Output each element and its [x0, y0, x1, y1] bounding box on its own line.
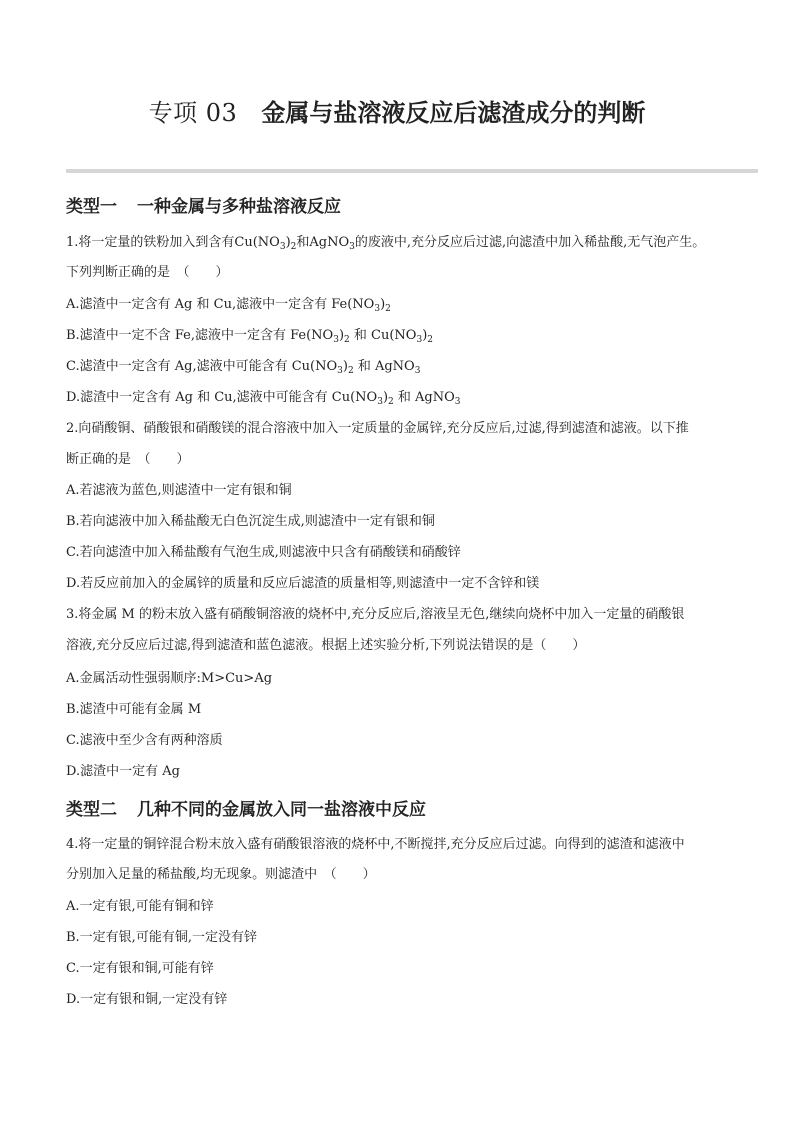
q4-stem-line2: 分别加入足量的稀盐酸,均无现象。则滤渣中 （ ） [66, 867, 376, 882]
q4-option-b: B.一定有银,可能有铜,一定没有锌 [66, 930, 257, 945]
title-divider [66, 169, 758, 173]
q3-option-b: B.滤渣中可能有金属 M [66, 702, 202, 717]
q1-option-c: C.滤渣中一定含有 Ag,滤液中可能含有 $Cu(NO_3)_2$ 和 AgNO$_3$ [66, 359, 421, 376]
q1-stem-line2: 下列判断正确的是 （ ） [66, 265, 229, 280]
q1-option-d: D.滤渣中一定含有 Ag 和 Cu,滤液中可能含有 $Cu(NO_3)_2$ 和 AgNO$_3$ [66, 390, 461, 407]
q2-option-b: B.若向滤液中加入稀盐酸无白色沉淀生成,则滤渣中一定有银和铜 [66, 514, 435, 529]
q4-stem-line1: 4.将一定量的铜锌混合粉末放入盛有硝酸银溶液的烧杯中,不断搅拌,充分反应后过滤。向得到的滤渣和滤液中 [66, 837, 685, 852]
title-main: 金属与盐溶液反应后滤渣成分的判断 [261, 99, 646, 127]
q3-stem-line2: 溶液,充分反应后过滤,得到滤渣和蓝色滤液。根据上述实验分析,下列说法错误的是（ ） [66, 638, 586, 653]
section-name: 几种不同的金属放入同一盐溶液中反应 [137, 800, 426, 820]
q2-stem-line2: 断正确的是 （ ） [66, 452, 190, 467]
q1-option-b: B.滤渣中一定不含 Fe,滤液中一定含有 $Fe(NO_3)_2$ 和 $Cu(NO_3)_2$ [66, 328, 433, 345]
q3-stem-line1: 3.将金属 M 的粉末放入盛有硝酸铜溶液的烧杯中,充分反应后,溶液呈无色,继续向烧杯中加入一定量的硝酸银 [66, 607, 685, 622]
q2-option-a: A.若滤液为蓝色,则滤渣中一定有银和铜 [66, 483, 292, 498]
q2-stem-line1: 2.向硝酸铜、硝酸银和硝酸镁的混合溶液中加入一定质量的金属锌,充分反应后,过滤,得到滤渣和滤液。以下推 [66, 421, 689, 436]
q1-option-a: A.滤渣中一定含有 Ag 和 Cu,滤液中一定含有 $Fe(NO_3)_2$ [66, 297, 391, 314]
section-label: 类型一 [66, 197, 117, 217]
q3-option-d: D.滤渣中一定有 Ag [66, 764, 180, 779]
q2-option-c: C.若向滤渣中加入稀盐酸有气泡生成,则滤液中只含有硝酸镁和硝酸锌 [66, 545, 461, 560]
q4-option-d: D.一定有银和铜,一定没有锌 [66, 992, 228, 1007]
section-heading-type1 [66, 195, 341, 219]
q3-option-c: C.滤液中至少含有两种溶质 [66, 733, 223, 748]
section-heading-type2 [66, 798, 426, 822]
q1-stem-line1: 1.将一定量的铁粉加入到含有$Cu(NO_3)_2$和AgNO$_3$的废液中,充分反应后过滤,向滤渣中加入稀盐酸,无气泡产生。 [66, 235, 706, 252]
q2-option-d: D.若反应前加入的金属锌的质量和反应后滤渣的质量相等,则滤渣中一定不含锌和镁 [66, 576, 540, 591]
page-title [0, 96, 794, 130]
q3-option-a: A.金属活动性强弱顺序:M>Cu>Ag [66, 671, 273, 686]
section-label: 类型二 [66, 800, 117, 820]
q4-option-c: C.一定有银和铜,可能有锌 [66, 961, 214, 976]
title-prefix: 专项 03 [148, 99, 238, 127]
q4-option-a: A.一定有银,可能有铜和锌 [66, 899, 214, 914]
section-name: 一种金属与多种盐溶液反应 [137, 197, 341, 217]
